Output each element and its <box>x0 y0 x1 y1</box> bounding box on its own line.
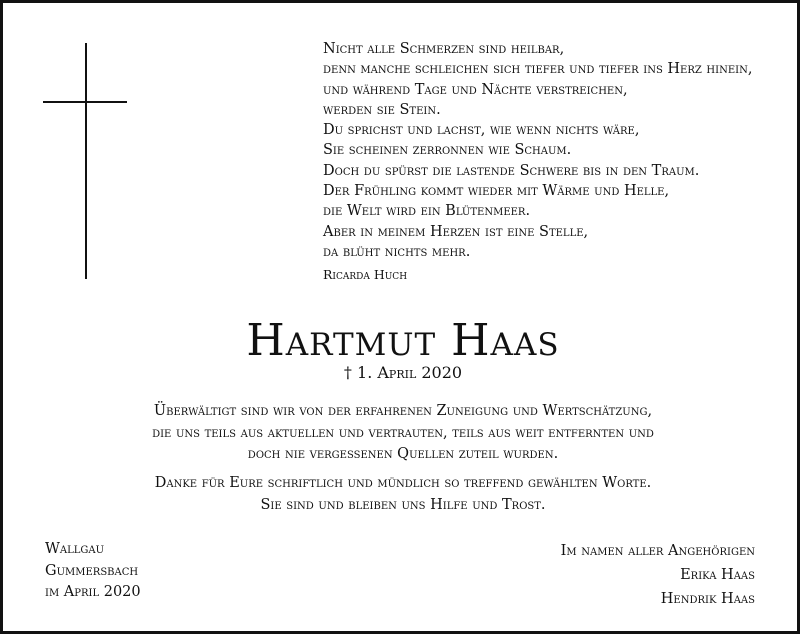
death-date: † 1. April 2020 <box>343 363 463 382</box>
text-line: doch nie vergessenen Quellen zuteil wurden. <box>247 446 559 462</box>
location-line: Wallgau <box>45 541 105 557</box>
cross-icon-bar <box>43 101 127 103</box>
location-date <box>45 539 141 604</box>
poem-line: Nicht alle Schmerzen sind heilbar, <box>323 41 565 57</box>
thanks-paragraph-2 <box>3 473 800 516</box>
poem-line: Der Frühling kommt wieder mit Wärme und Helle, <box>323 183 670 200</box>
text-line: Danke für Eure schriftlich und mündlich so treffend gewählten Worte. <box>154 475 652 491</box>
location-line: Gummersbach <box>45 562 139 579</box>
deceased-name: Hartmut Haas <box>246 315 560 366</box>
poem-line: werden sie Stein. <box>323 101 441 118</box>
poem-line: die Welt wird ein Blütenmeer. <box>323 203 531 220</box>
signature-block <box>561 539 755 611</box>
poem-line: Aber in meinem Herzen ist eine Stelle, <box>323 223 589 240</box>
poem-line: und während Tage und Nächte verstreichen, <box>323 81 628 98</box>
poem-line: da blüht nichts mehr. <box>323 243 471 260</box>
signature-intro: Im namen aller Angehörigen <box>560 543 755 559</box>
poem-line: Sie scheinen zerronnen wie Schaum. <box>323 142 572 159</box>
signature-name: Hendrik Haas <box>660 591 755 607</box>
poem-line: denn manche schleichen sich tiefer und tiefer ins Herz hinein, <box>323 61 753 78</box>
poem <box>323 39 783 286</box>
poem-author: Ricarda Huch <box>323 267 408 283</box>
text-line: Sie sind und bleiben uns Hilfe und Trost. <box>260 496 546 513</box>
text-line: Überwältigt sind wir von der erfahrenen Zuneigung und Wertschätzung, <box>153 403 653 419</box>
cross-icon <box>85 43 87 279</box>
location-line: im April 2020 <box>45 584 141 600</box>
signature-name: Erika Haas <box>680 567 755 583</box>
poem-line: Du sprichst und lachst, wie wenn nichts wäre, <box>323 122 640 139</box>
thanks-paragraph-1 <box>3 401 800 466</box>
poem-line: Doch du spürst die lastende Schwere bis in den Traum. <box>323 162 700 179</box>
text-line: die uns teils aus aktuellen und vertrauten, teils aus weit entfernten und <box>152 424 654 441</box>
